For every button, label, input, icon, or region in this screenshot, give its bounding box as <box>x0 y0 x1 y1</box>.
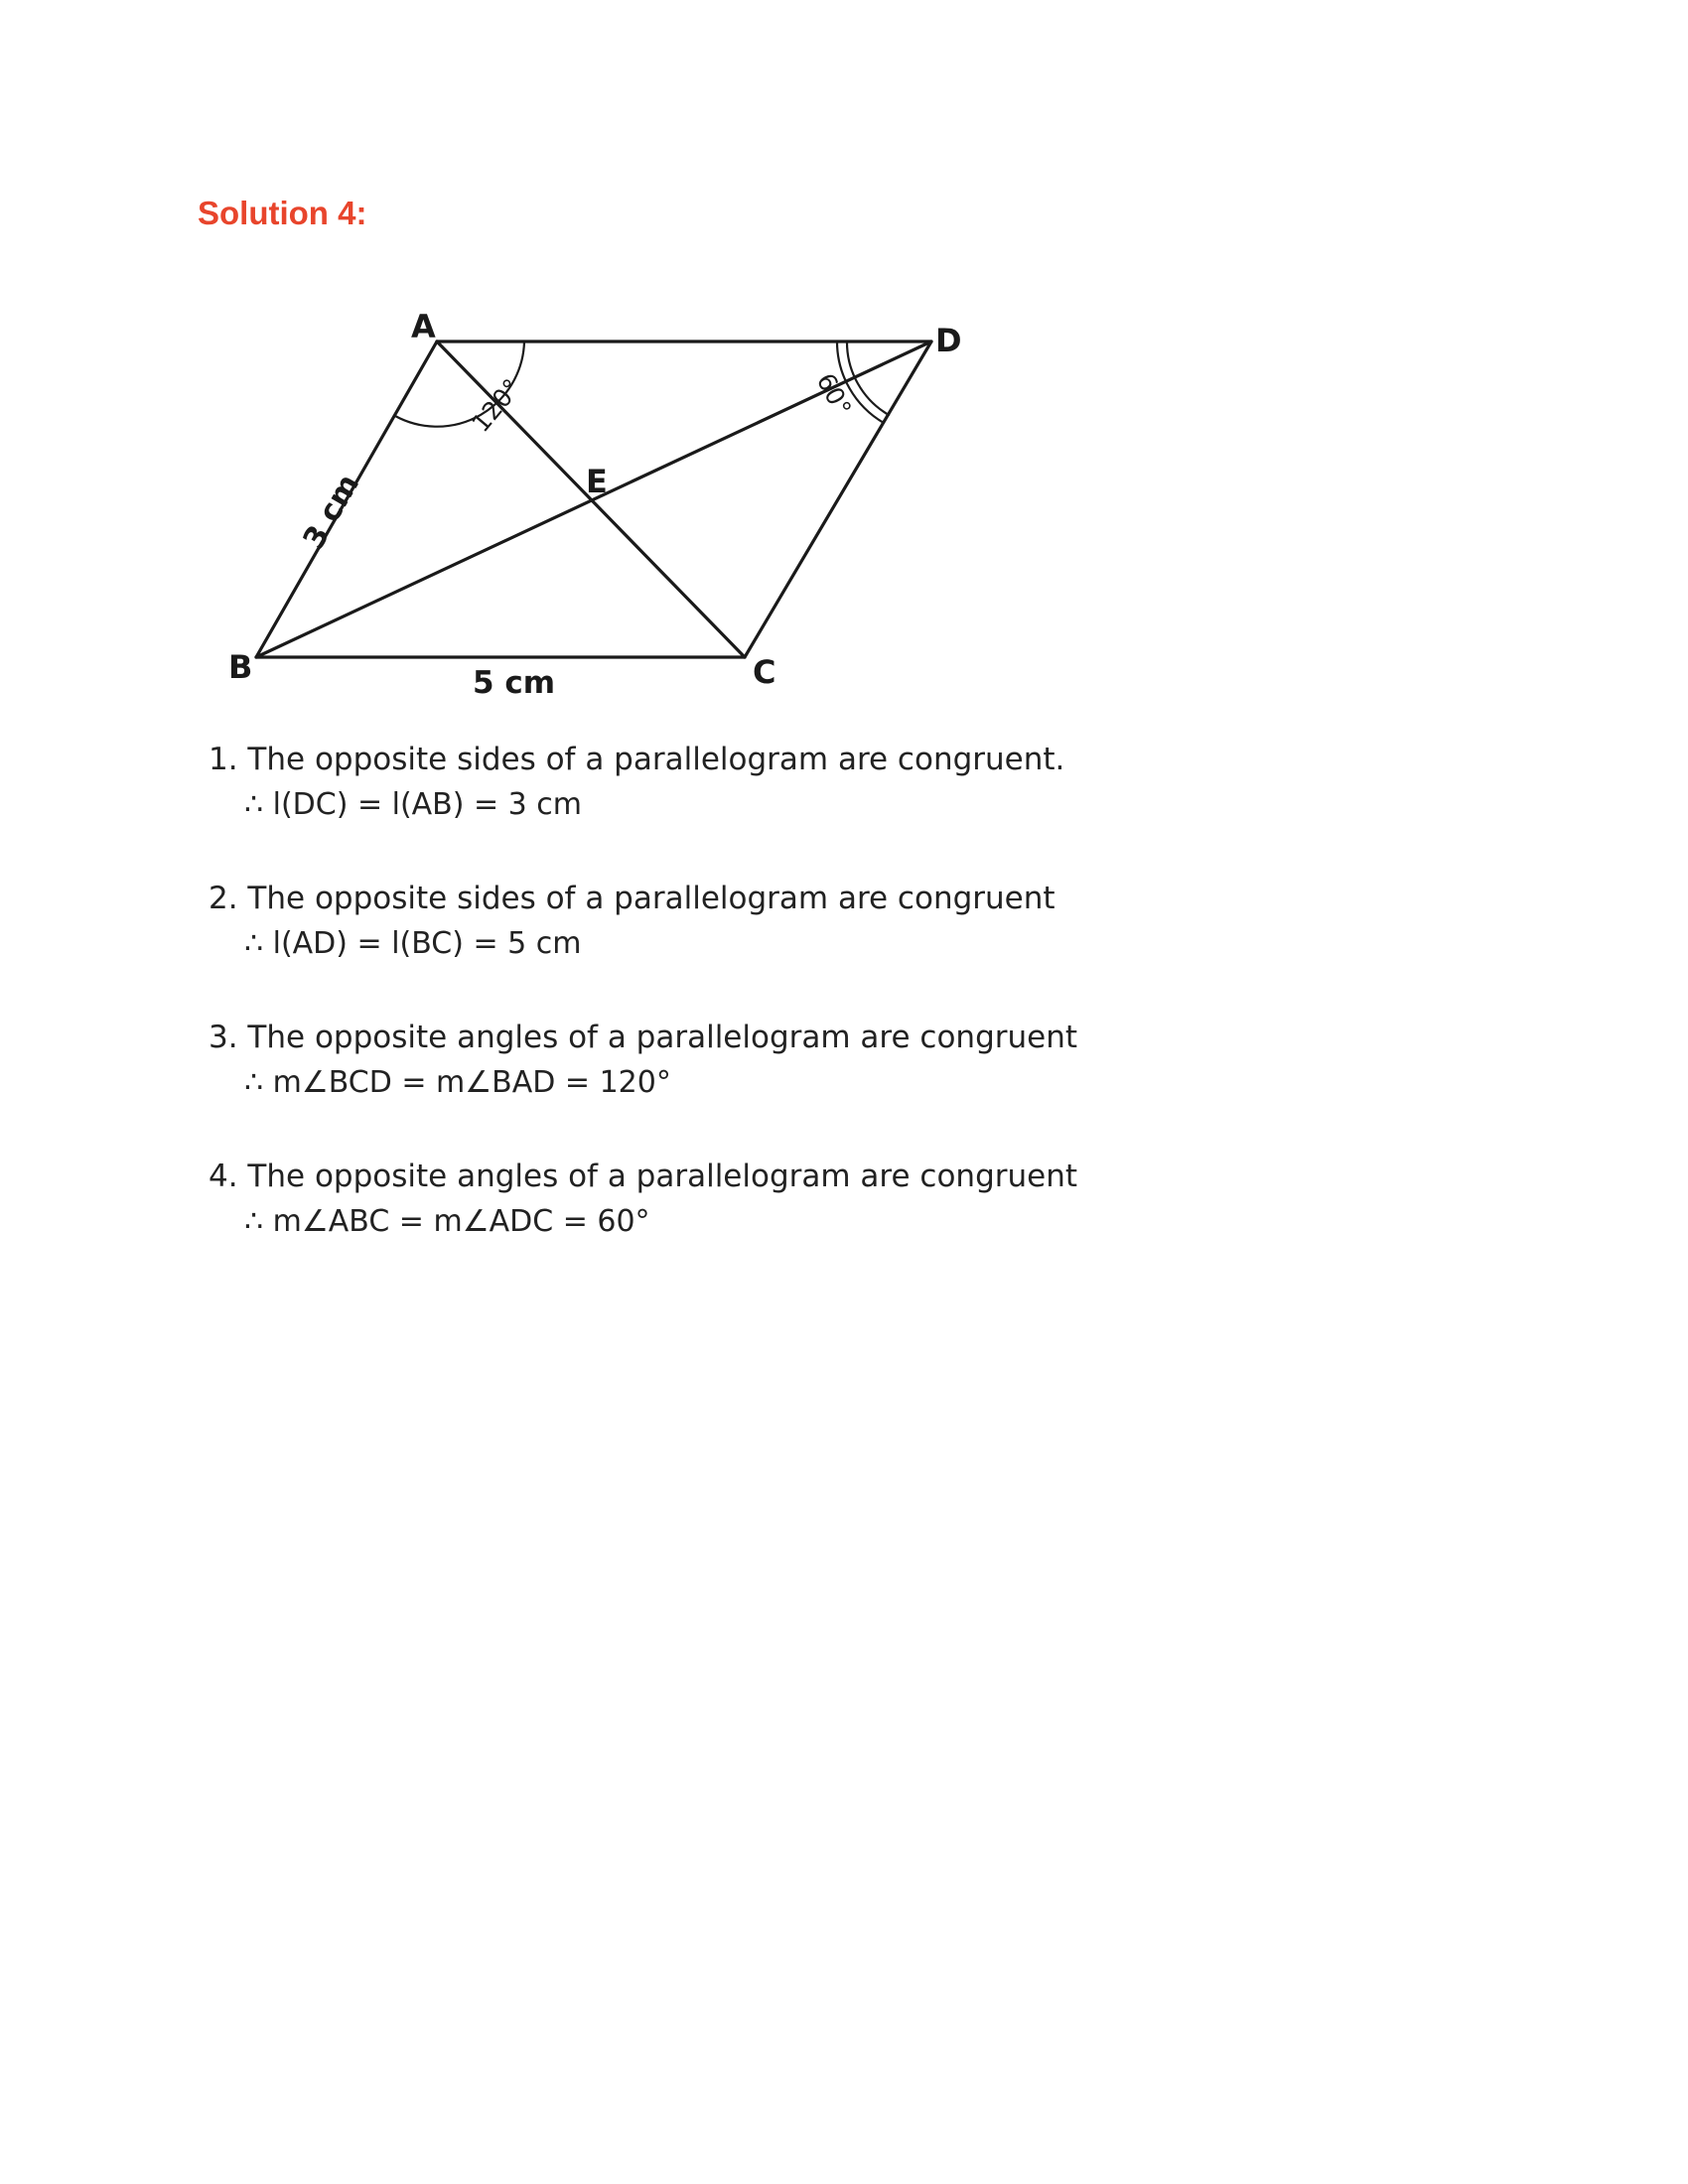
side-bc-length-label: 5 cm <box>473 665 556 701</box>
step-item <box>209 737 1201 828</box>
step-statement: 2. The opposite sides of a parallelogram are congruent <box>209 881 1055 916</box>
step-conclusion: ∴ l(DC) = l(AB) = 3 cm <box>244 787 583 822</box>
angle-a-measure-label: 120° <box>466 373 527 438</box>
step-item <box>209 1015 1201 1106</box>
side-ab-length-label: 3 cm <box>296 468 367 555</box>
vertex-a-label: A <box>411 308 436 345</box>
step-statement: 1. The opposite sides of a parallelogram are congruent. <box>209 742 1065 777</box>
step-statement: 3. The opposite angles of a parallelogram are congruent <box>209 1020 1078 1055</box>
solution-heading: Solution 4: <box>198 195 367 231</box>
step-conclusion: ∴ m∠BCD = m∠BAD = 120° <box>244 1065 671 1100</box>
vertex-c-label: C <box>753 653 776 691</box>
vertex-d-label: D <box>935 322 962 359</box>
parallelogram-figure <box>0 0 1688 754</box>
step-conclusion: ∴ m∠ABC = m∠ADC = 60° <box>244 1204 650 1239</box>
vertex-e-label: E <box>586 463 608 500</box>
solution-steps <box>209 737 1201 1293</box>
step-item <box>209 1154 1201 1245</box>
step-conclusion: ∴ l(AD) = l(BC) = 5 cm <box>244 926 582 961</box>
step-item <box>209 876 1201 967</box>
step-statement: 4. The opposite angles of a parallelogram are congruent <box>209 1159 1078 1194</box>
vertex-b-label: B <box>228 648 253 686</box>
angle-d-measure-label: 60° <box>810 368 858 421</box>
